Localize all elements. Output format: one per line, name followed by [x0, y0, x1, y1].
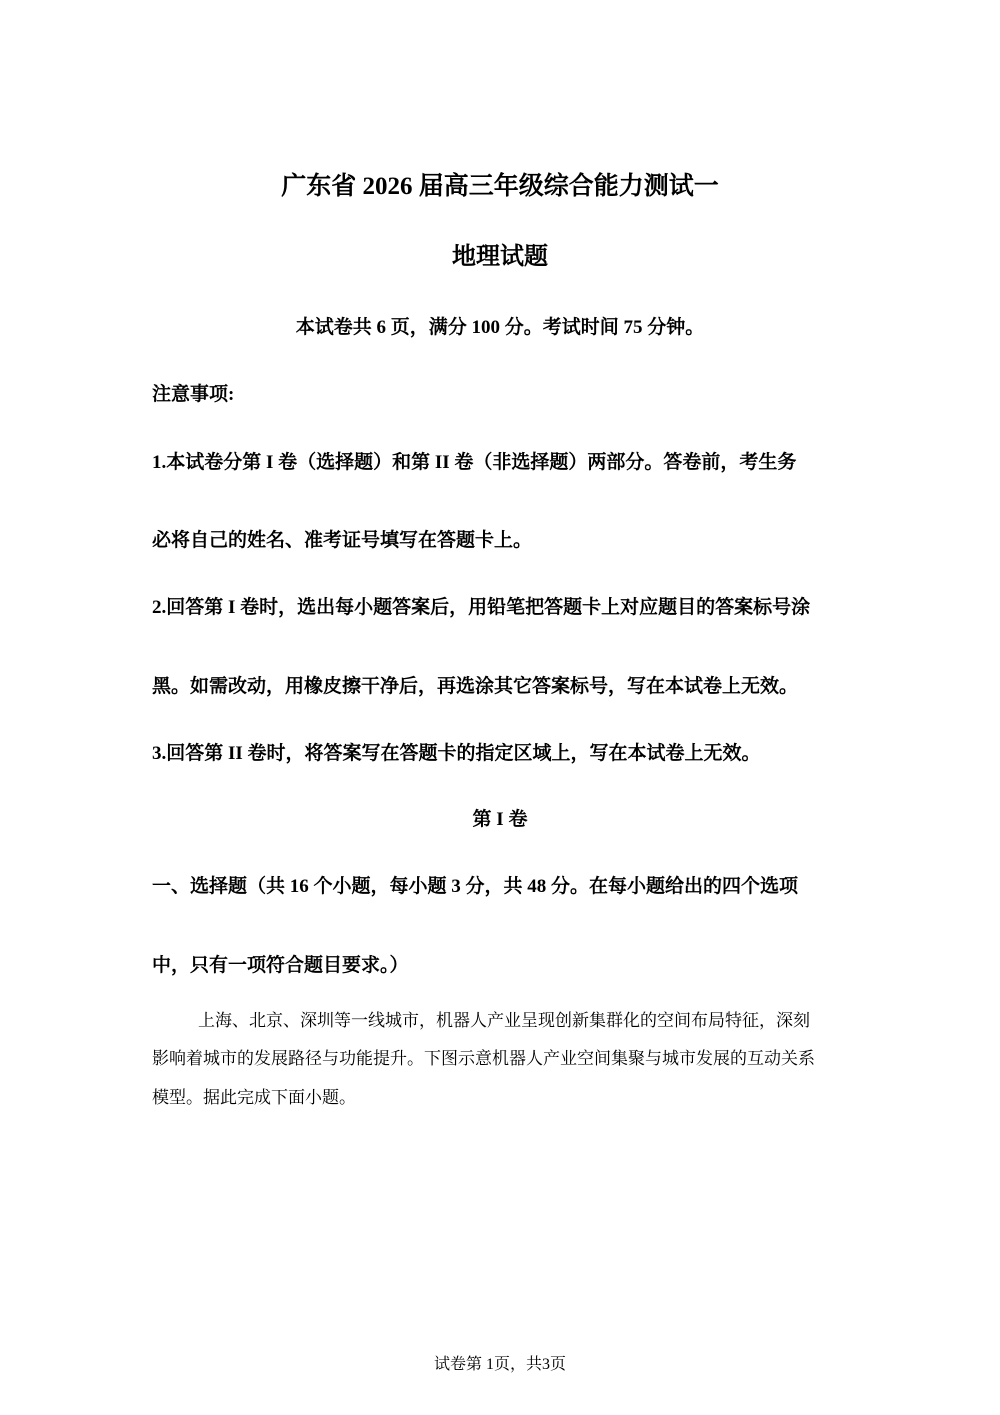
passage-line-3: 模型。据此完成下面小题。 — [152, 1088, 356, 1108]
notice-heading: 注意事项: — [152, 384, 235, 405]
exam-summary: 本试卷共 6 页，满分 100 分。考试时间 75 分钟。 — [295, 317, 705, 338]
part-heading-line-2: 中，只有一项符合题目要求。） — [152, 955, 409, 976]
subject-title: 地理试题 — [452, 244, 548, 270]
notice-item-2-line-1: 2.回答第 I 卷时，选出每小题答案后，用铅笔把答题卡上对应题目的答案标号涂 — [152, 597, 811, 618]
passage-line-2: 影响着城市的发展路径与功能提升。下图示意机器人产业空间集聚与城市发展的互动关系 — [152, 1049, 815, 1069]
notice-item-3-line-1: 3.回答第 II 卷时，将答案写在答题卡的指定区域上，写在本试卷上无效。 — [152, 743, 761, 764]
page-footer: 试卷第 1页，共3页 — [433, 1356, 566, 1373]
exam-title: 广东省 2026 届高三年级综合能力测试一 — [281, 173, 719, 200]
notice-item-2-line-2: 黑。如需改动，用橡皮擦干净后，再选涂其它答案标号，写在本试卷上无效。 — [152, 676, 799, 697]
volume-label: 第 I 卷 — [472, 809, 528, 830]
notice-item-1-line-1: 1.本试卷分第 I 卷（选择题）和第 II 卷（非选择题）两部分。答卷前，考生务 — [152, 452, 797, 473]
passage-line-1: 上海、北京、深圳等一线城市，机器人产业呈现创新集群化的空间布局特征，深刻 — [198, 1011, 810, 1031]
notice-item-1-line-2: 必将自己的姓名、准考证号填写在答题卡上。 — [152, 530, 533, 551]
part-heading-line-1: 一、选择题（共 16 个小题，每小题 3 分，共 48 分。在每小题给出的四个选项 — [152, 876, 799, 897]
